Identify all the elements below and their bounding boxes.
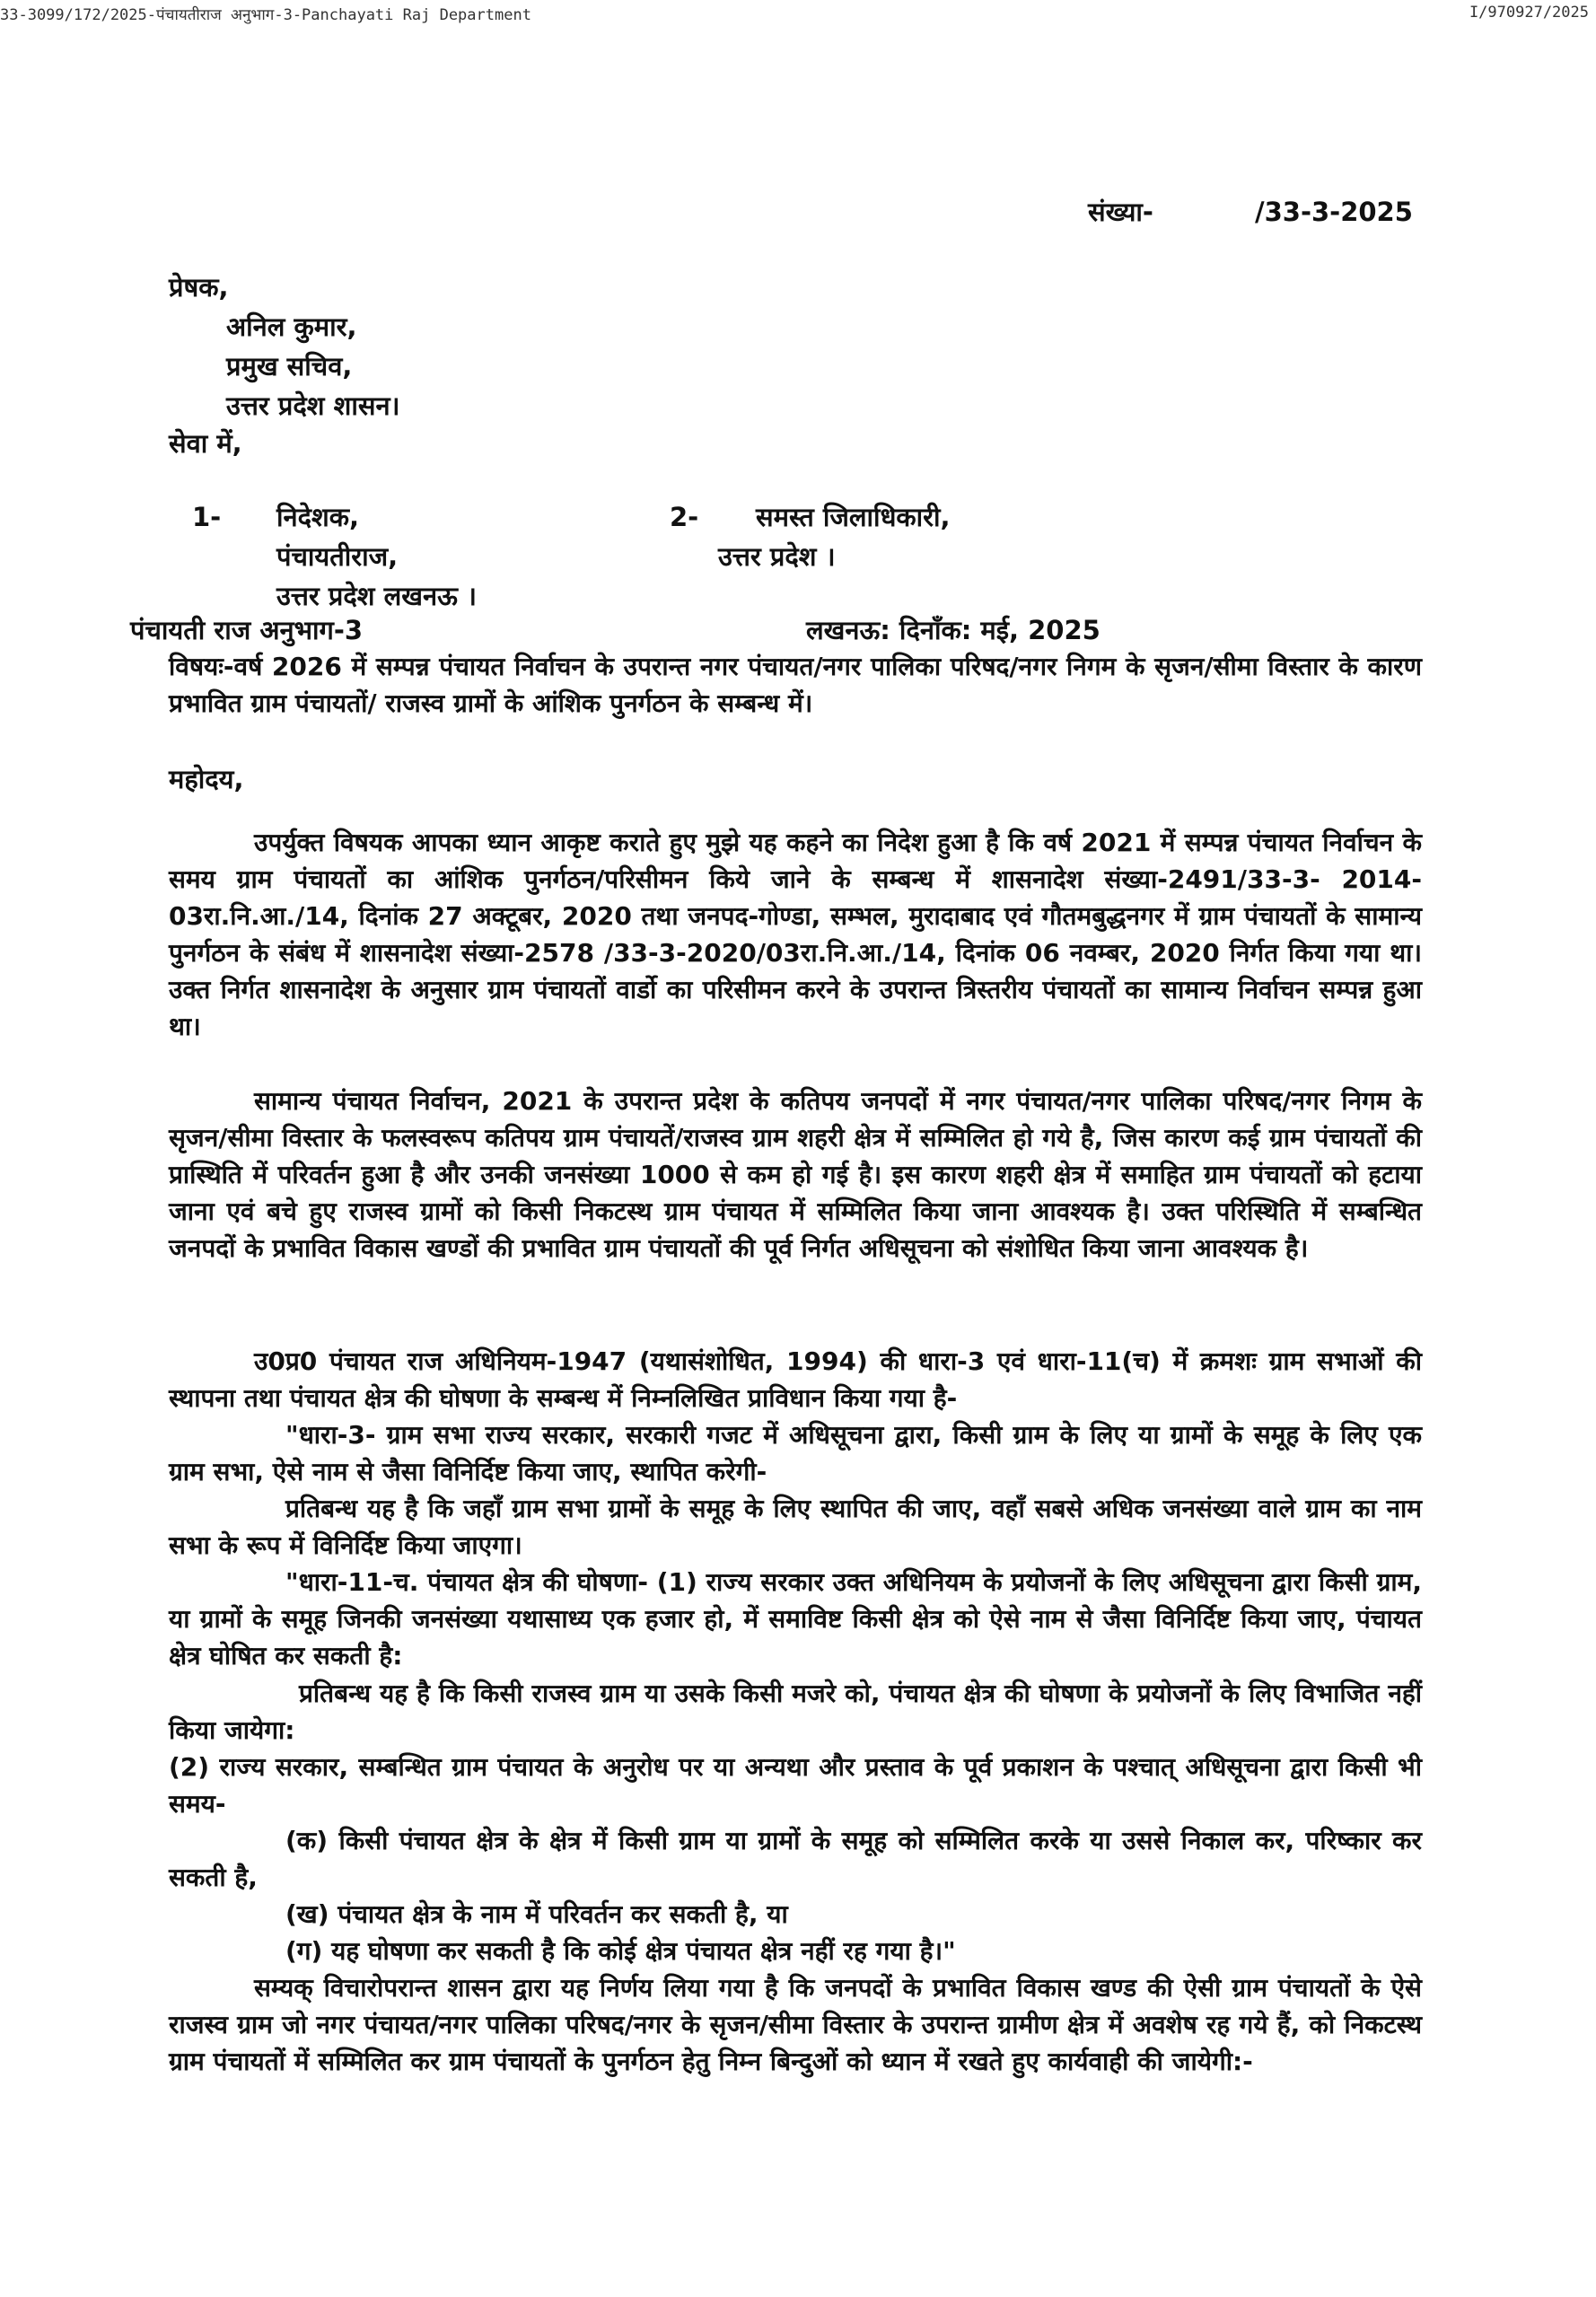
recipient-2-line1: समस्त जिलाधिकारी, bbox=[756, 502, 951, 532]
recipient-1-line3: उत्तर प्रदेश लखनऊ । bbox=[276, 581, 477, 611]
section-name: पंचायती राज अनुभाग-3 bbox=[130, 615, 364, 645]
clause-ka: (क) किसी पंचायत क्षेत्र के क्षेत्र में किसी ग्राम या ग्रामों के समूह को सम्मिलित करके या उससे निकाल कर, परिष्कार कर सकती है, bbox=[169, 1826, 1422, 1892]
sender-name: अनिल कुमार, bbox=[226, 311, 357, 342]
subject: विषयः-वर्ष 2026 में सम्पन्न पंचायत निर्वाचन के उपरान्त नगर पंचायत/नगर पालिका परिषद/नगर निगम के सृजन/सीमा विस्तार के कारण प्रभावित ग्राम पंचायतों/ राजस्व ग्रामों के आंशिक पुनर्गठन के सम्बन्ध में। bbox=[169, 652, 1422, 718]
receipt-number-header: I/970927/2025 bbox=[1469, 4, 1589, 22]
recipient-1-line1: निदेशक, bbox=[276, 502, 360, 532]
paragraph-section-11: "धारा-11-च. पंचायत क्षेत्र की घोषणा- (1) राज्य सरकार उक्त अधिनियम के प्रयोजनों के लिए अधिसूचना द्वारा किसी ग्राम, या ग्रामों के समूह जिनकी जनसंख्या यथासाध्य एक हजार हो, में समाविष्ट किसी क्षेत्र को ऐसे नाम से जैसा विनिर्दिष्ट किया जाए, पंचायत क्षेत्र घोषित कर सकती है: bbox=[169, 1567, 1422, 1670]
paragraph-section-3: "धारा-3- ग्राम सभा राज्य सरकार, सरकारी गजट में अधिसूचना द्वारा, किसी ग्राम के लिए या ग्रामों के समूह के लिए एक ग्राम सभा, ऐसे नाम से जैसा विनिर्दिष्ट किया जाए, स्थापित करेगी- bbox=[169, 1420, 1422, 1486]
recipient-2-number: 2- bbox=[670, 502, 699, 532]
file-reference-header: 33-3099/172/2025-पंचायतीराज अनुभाग-3-Panchayati Raj Department bbox=[0, 6, 531, 24]
recipient-2-line2: उत्तर प्रदेश । bbox=[718, 541, 836, 572]
clause-ga: (ग) यह घोषणा कर सकती है कि कोई क्षेत्र पंचायत क्षेत्र नहीं रह गया है।" bbox=[285, 1936, 956, 1966]
paragraph-decision: सम्यक् विचारोपरान्त शासन द्वारा यह निर्णय लिया गया है कि जनपदों के प्रभावित विकास खण्ड की ऐसी ग्राम पंचायतों के ऐसे राजस्व ग्राम जो नगर पंचायत/नगर पालिका परिषद/नगर के सृजन/सीमा विस्तार के उपरान्त ग्रामीण क्षेत्र में अवशेष रह गये हैं, को निकटस्थ ग्राम पंचायतों में सम्मिलित कर ग्राम पंचायतों के पुनर्गठन हेतु निम्न बिन्दुओं को ध्यान में रखते हुए कार्यवाही की जायेगी:- bbox=[169, 1973, 1422, 2076]
to-label: सेवा में, bbox=[169, 428, 242, 459]
place-date: लखनऊ: दिनाँक: मई, 2025 bbox=[806, 615, 1101, 645]
paragraph-3: उ0प्र0 पंचायत राज अधिनियम-1947 (यथासंशोधित, 1994) की धारा-3 एवं धारा-11(च) में क्रमशः ग्राम सभाओं की स्थापना तथा पंचायत क्षेत्र की घोषणा के सम्बन्ध में निम्नलिखित प्राविधान किया गया है- bbox=[169, 1346, 1422, 1413]
clause-kha: (ख) पंचायत क्षेत्र के नाम में परिवर्तन कर सकती है, या bbox=[285, 1899, 788, 1929]
ref-label: संख्या- bbox=[1088, 197, 1153, 227]
recipient-1-number: 1- bbox=[192, 502, 222, 532]
sender-designation: प्रमुख सचिव, bbox=[226, 351, 353, 381]
recipient-1-line2: पंचायतीराज, bbox=[276, 541, 399, 572]
paragraph-1: उपर्युक्त विषयक आपका ध्यान आकृष्ट कराते हुए मुझे यह कहने का निदेश हुआ है कि वर्ष 2021 में सम्पन्न पंचायत निर्वाचन के समय ग्राम पंचायतों का आंशिक पुनर्गठन/परिसीमन किये जाने के सम्बन्ध में शासनादेश संख्या-2491/33-3- 2014-03रा.नि.आ./14, दिनांक 27 अक्टूबर, 2020 तथा जनपद-गोण्डा, सम्भल, मुरादाबाद एवं गौतमबुद्धनगर में ग्राम पंचायतों के सामान्य पुनर्गठन के संबंध में शासनादेश संख्या-2578 /33-3-2020/03रा.नि.आ./14, दिनांक 06 नवम्बर, 2020 निर्गत किया गया था। उक्त निर्गत शासनादेश के अनुसार ग्राम पंचायतों वार्डो का परिसीमन करने के उपरान्त त्रिस्तरीय पंचायतों का सामान्य निर्वाचन सम्पन्न हुआ था। bbox=[169, 828, 1422, 1041]
paragraph-proviso-2: प्रतिबन्ध यह है कि किसी राजस्व ग्राम या उसके किसी मजरे को, पंचायत क्षेत्र की घोषणा के प्रयोजनों के लिए विभाजित नहीं किया जायेगा: bbox=[169, 1679, 1422, 1745]
sender-office: उत्तर प्रदेश शासन। bbox=[226, 390, 400, 421]
sender-label: प्रेषक, bbox=[169, 272, 229, 302]
paragraph-2: सामान्य पंचायत निर्वाचन, 2021 के उपरान्त प्रदेश के कतिपय जनपदों में नगर पंचायत/नगर पालिका परिषद/नगर निगम के सृजन/सीमा विस्तार के फलस्वरूप कतिपय ग्राम पंचायतें/राजस्व ग्राम शहरी क्षेत्र में सम्मिलित हो गये है, जिस कारण कई ग्राम पंचायतों की प्रास्थिति में परिवर्तन हुआ है और उनकी जनसंख्या 1000 से कम हो गई है। इस कारण शहरी क्षेत्र में समाहित ग्राम पंचायतों को हटाया जाना एवं बचे हुए राजस्व ग्रामों को किसी निकटस्थ ग्राम पंचायत में सम्मिलित किया जाना आवश्यक है। उक्त परिस्थिति में सम्बन्धित जनपदों के प्रभावित विकास खण्डों की प्रभावित ग्राम पंचायतों की पूर्व निर्गत अधिसूचना को संशोधित किया जाना आवश्यक है। bbox=[169, 1086, 1422, 1263]
paragraph-subsection-2: (2) राज्य सरकार, सम्बन्धित ग्राम पंचायत के अनुरोध पर या अन्यथा और प्रस्ताव के पूर्व प्रकाशन के पश्चात् अधिसूचना द्वारा किसी भी समय- bbox=[169, 1752, 1422, 1819]
paragraph-proviso-1: प्रतिबन्ध यह है कि जहाँ ग्राम सभा ग्रामों के समूह के लिए स्थापित की जाए, वहाँ सबसे अधिक जनसंख्या वाले ग्राम का नाम सभा के रूप में विनिर्दिष्ट किया जाएगा। bbox=[169, 1494, 1422, 1560]
salutation: महोदय, bbox=[169, 764, 244, 794]
ref-number: /33-3-2025 bbox=[1255, 197, 1413, 227]
